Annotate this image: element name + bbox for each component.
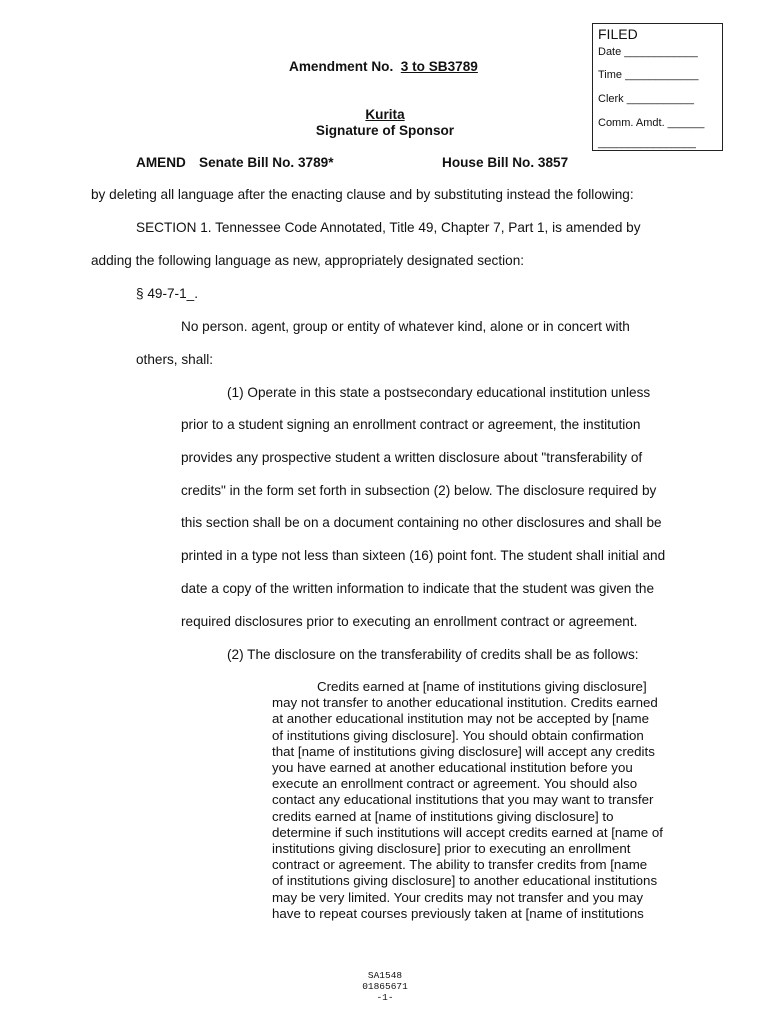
disclosure-line: credits earned at [name of institutions giving disclosure] to: [272, 808, 614, 824]
amend-label: AMEND: [136, 155, 186, 170]
body-line: (2) The disclosure on the transferability of credits shall be as follows:: [227, 647, 639, 662]
sponsor-name: Kurita: [365, 107, 405, 122]
body-line: by deleting all language after the enacting clause and by substituting instead the following:: [91, 187, 634, 202]
filed-clerk-line: Clerk ___________: [598, 93, 695, 105]
amendment-target: 3 to SB3789: [400, 59, 478, 74]
filed-date-line: Date ____________: [598, 46, 698, 58]
disclosure-line: at another educational institution may not be accepted by [name: [272, 711, 649, 727]
filed-stamp-box: [592, 23, 723, 151]
disclosure-line: you have earned at another educational institution before you: [272, 760, 633, 776]
body-line: this section shall be on a document containing no other disclosures and shall be: [181, 515, 662, 530]
footer-code-1: SA1548: [367, 970, 403, 981]
body-line: others, shall:: [136, 352, 214, 367]
disclosure-line: Credits earned at [name of institutions giving disclosure]: [317, 679, 647, 694]
disclosure-line: institutions giving disclosure] prior to executing an enrollment: [272, 841, 631, 857]
footer: [0, 970, 770, 1003]
disclosure-line: execute an enrollment contract or agreement. You should also: [272, 776, 638, 792]
body-line: provides any prospective student a written disclosure about "transferability of: [181, 450, 643, 465]
body-line: credits" in the form set forth in subsection (2) below. The disclosure required by: [181, 483, 657, 498]
senate-bill-number: Senate Bill No. 3789*: [199, 155, 334, 170]
disclosure-line: may be very limited. Your credits may not transfer and you may: [272, 889, 644, 905]
disclosure-line: of institutions giving disclosure] to another educational institutions: [272, 873, 658, 889]
disclosure-line: that [name of institutions giving disclosure] will accept any credits: [272, 743, 655, 759]
body-line: adding the following language as new, appropriately designated section:: [91, 253, 525, 268]
disclosure-line: contract or agreement. The ability to transfer credits from [name: [272, 857, 648, 873]
amendment-heading: [289, 59, 478, 74]
amendment-prefix: Amendment No.: [289, 59, 394, 74]
sponsor-signature-label: Signature of Sponsor: [315, 123, 455, 138]
disclosure-line: of institutions giving disclosure]. You should obtain confirmation: [272, 727, 644, 743]
disclosure-line: have to repeat courses previously taken at [name of institutions: [272, 905, 644, 921]
body-line: SECTION 1. Tennessee Code Annotated, Title 49, Chapter 7, Part 1, is amended by: [136, 220, 641, 235]
disclosure-line: contact any educational institutions that you may want to transfer: [272, 792, 654, 808]
body-line: (1) Operate in this state a postsecondary educational institution unless: [227, 385, 651, 400]
page-number: -1-: [376, 992, 394, 1003]
body-line: printed in a type not less than sixteen (16) point font. The student shall initial and: [181, 548, 666, 563]
filed-time-line: Time ____________: [598, 69, 699, 81]
body-line: required disclosures prior to executing an enrollment contract or agreement.: [181, 614, 638, 629]
footer-code-2: 01865671: [362, 981, 408, 992]
section-number: § 49-7-1_.: [136, 286, 198, 301]
filed-blank-line: ________________: [598, 137, 696, 149]
disclosure-line: determine if such institutions will accept credits earned at [name of: [272, 824, 663, 840]
body-line: prior to a student signing an enrollment contract or agreement, the institution: [181, 417, 641, 432]
disclosure-line: may not transfer to another educational institution. Credits earned: [272, 695, 658, 711]
disclosure-block: [272, 679, 692, 922]
house-bill-number: House Bill No. 3857: [442, 155, 569, 170]
filed-title: FILED: [598, 26, 638, 42]
body-line: No person. agent, group or entity of whatever kind, alone or in concert with: [181, 319, 630, 334]
filed-comm-amdt-line: Comm. Amdt. ______: [598, 117, 705, 129]
body-line: date a copy of the written information to indicate that the student was given the: [181, 581, 655, 596]
